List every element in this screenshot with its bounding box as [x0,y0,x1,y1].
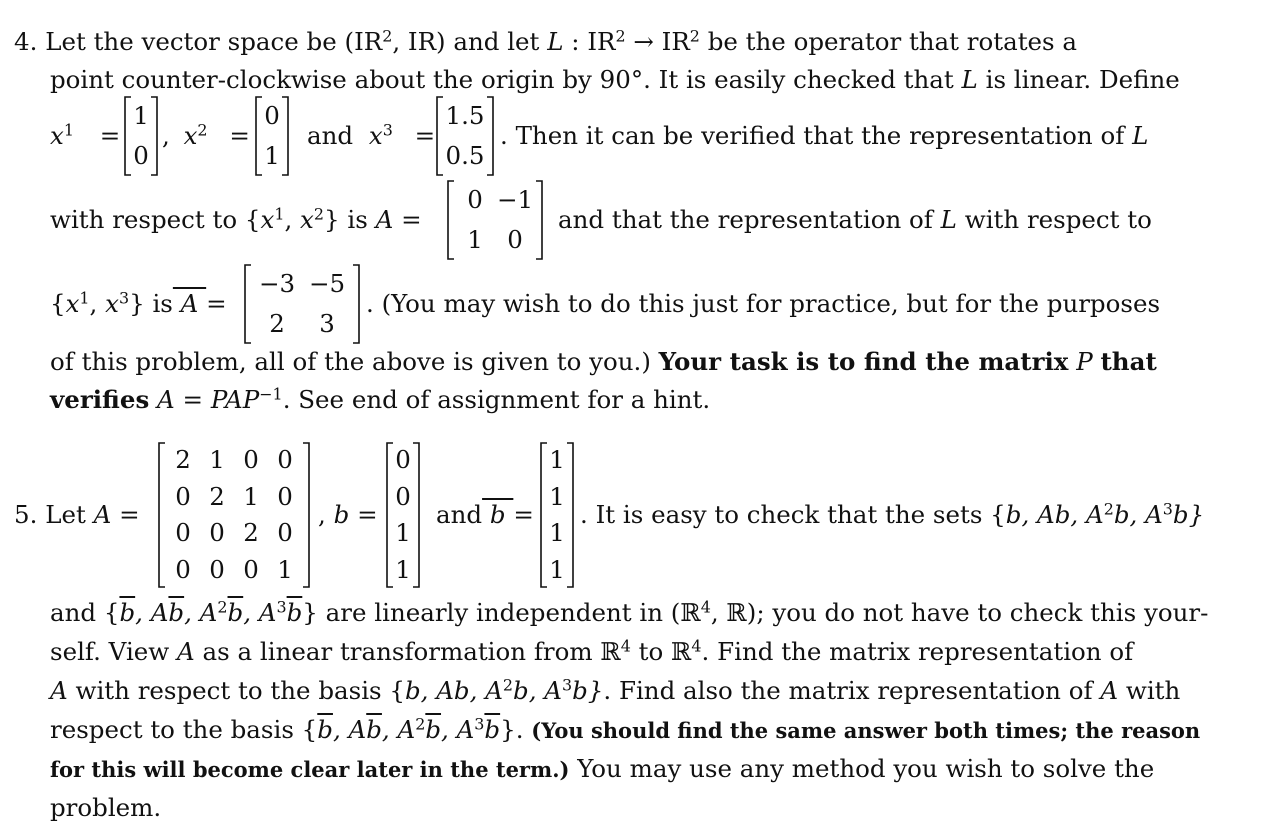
p5-line-1: 5. Let A = [14,500,140,529]
matrix-cell: 0 [507,225,523,254]
p4-line-5: {$x^1$, $x^3$} is A = [50,288,227,318]
p5-number: 5. [14,500,38,529]
matrix-cell: 1 [395,518,411,548]
p4-number: 4. [14,27,38,56]
matrix-cell: 2 [175,445,191,475]
matrix-cell: 1 [264,141,280,170]
matrix-cell: −5 [308,269,346,298]
p5-line-7: problem. [50,793,162,822]
matrix-cell: 0 [243,554,259,584]
p4-line-2: point counter-clockwise about the origin by 90°. It is easily checked that L is linear. Define [50,65,1180,94]
matrix-A-rotation [447,180,543,260]
p5-line-4: A with respect to the basis {b, Ab, $A^2b$, $A^3b$}. Find also the matrix representation of A with [50,675,1181,705]
p5-line-3: self. View A as a linear transformation from ℝ$^4$ to ℝ$^4$. Find the matrix representation of [50,636,1134,666]
matrix-cell: 0 [395,481,411,511]
matrix-cell: 1.5 [445,101,485,130]
p4-line-3: $x^1$ = [50,120,121,150]
matrix-cell: 1 [549,445,565,475]
matrix-cell: 2 [209,481,225,511]
p4-line-7: verifies $A = PAP^{-1}$. See end of assignment for a hint. [50,384,711,414]
matrix-cell: 0 [264,101,280,130]
matrix-cell: 0 [467,185,483,214]
matrix-cell: 1 [395,554,411,584]
matrix-cell: 0 [175,518,191,548]
p4-line-4: with respect to {$x^1$, $x^2$} is A = [50,204,422,234]
matrix-cell: 2 [243,518,259,548]
matrix-cell: −1 [496,185,534,214]
matrix-cell: 1 [209,445,225,475]
matrix-x3 [436,96,494,176]
matrix-x1 [124,96,158,176]
matrix-cell: 0 [209,554,225,584]
vector-b [386,442,420,588]
matrix-cell: 0 [209,518,225,548]
p5-line-5: respect to the basis {$\overline{b}$, $A\overline{b}$, $A^2\overline{b}$, $A^3\overline{b}$}. (You should find the same answer both times; the reason [50,714,1201,744]
matrix-cell: 3 [319,309,335,338]
matrix-cell: 0 [395,445,411,475]
matrix-x2 [255,96,289,176]
p5-line-6: for this will become clear later in the term.) You may use any method you wish to solve the [50,754,1155,783]
matrix-cell: 1 [549,481,565,511]
matrix-cell: 0 [175,481,191,511]
matrix-cell: −3 [258,269,296,298]
p5-line-2: and {$\overline{b}$, $A\overline{b}$, $A^2\overline{b}$, $A^3\overline{b}$} are linearly independent in (ℝ$^4$, ℝ); you do not have to check this your- [50,597,1209,627]
matrix-cell: 0 [277,518,293,548]
matrix-cell: 0 [277,445,293,475]
matrix-cell: 0 [243,445,259,475]
matrix-cell: 0 [175,554,191,584]
p4-line-6: of this problem, all of the above is given to you.) Your task is to find the matrix P that [50,347,1157,376]
matrix-cell: 1 [549,554,565,584]
matrix-cell: 0 [133,141,149,170]
matrix-cell: 0 [277,481,293,511]
matrix-A-jordan [158,442,310,588]
matrix-A-bar [244,264,360,344]
matrix-cell: 1 [133,101,149,130]
matrix-cell: 1 [277,554,293,584]
matrix-cell: 1 [467,225,483,254]
matrix-cell: 2 [269,309,285,338]
matrix-cell: 0.5 [445,141,485,170]
vector-b-bar [540,442,574,588]
matrix-cell: 1 [243,481,259,511]
p4-line-1: 4. Let the vector space be ($IR^2$, IR) and let L : $IR^2 \to IR^2$ be the operator that rotates a [14,26,1078,56]
matrix-cell: 1 [549,518,565,548]
